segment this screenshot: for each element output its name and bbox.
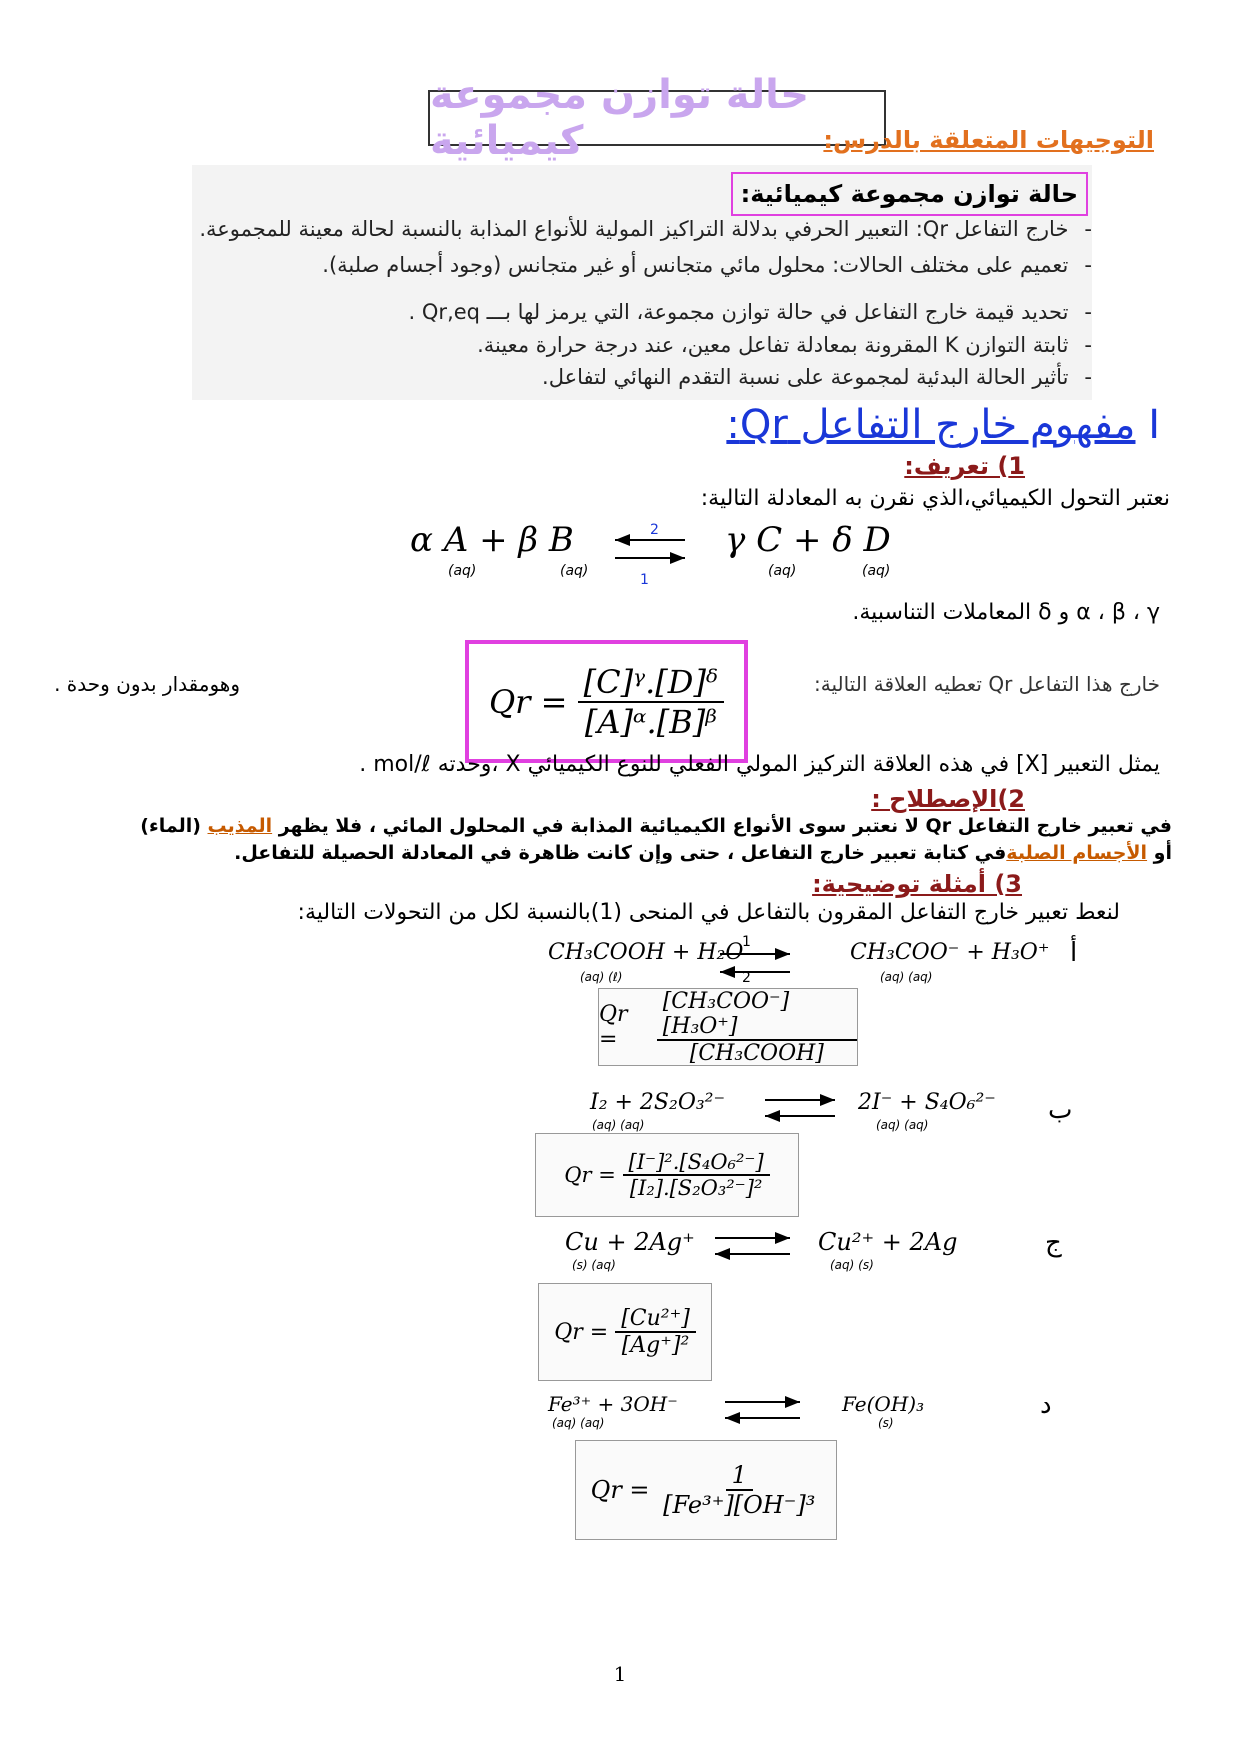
state-label: (aq): [768, 563, 797, 579]
convention-line1: في تعبير خارج التفاعل Qr لا نعتبر سوى الأنواع الكيميائية المذابة في المحلول المائي ، فلا يظهر المذيب (الماء): [140, 815, 1172, 837]
example-states-left: (s) (aq): [572, 1258, 616, 1272]
state-label: (aq): [560, 563, 589, 579]
example-qr-formula: Qr = $\frac{\text{[CH₃COO⁻][H₃O⁺]}}{\text{[CH₃COOH]}}$: [598, 988, 858, 1066]
concentration-note: يمثل التعبير [X] في هذه العلاقة التركيز المولي الفعلي للنوع الكيميائي X ،وحدته mol/ℓ .: [359, 752, 1160, 777]
guidance-label: التوجيهات المتعلقة بالدرس:: [823, 126, 1154, 154]
guidance-item: -تحديد قيمة خارج التفاعل في حالة توازن مجموعة، التي يرمز لها بـــ Qr,eq .: [408, 300, 1092, 324]
example-equation-left: I₂ + 2S₂O₃²⁻: [590, 1090, 726, 1115]
example-label: ج: [1045, 1228, 1062, 1258]
example-states-left: (aq) (aq): [552, 1416, 605, 1430]
guidance-item: -خارج التفاعل Qr: التعبير الحرفي بدلالة التراكيز المولية للأنواع المذابة بالنسبة لحالة معينة للمجموعة.: [199, 217, 1092, 241]
state-label: (aq): [448, 563, 477, 579]
example-equation-left: CH₃COOH + H₂O: [548, 940, 744, 965]
example-qr-formula: Qr = $\frac{\text{[Cu²⁺]}}{\text{[Ag⁺]²}}$: [538, 1283, 712, 1381]
example-label: د: [1040, 1390, 1052, 1420]
definition-intro: نعتبر التحول الكيميائي،الذي نقرن به المعادلة التالية:: [700, 486, 1170, 511]
example-qr-formula: Qr = $\frac{1}{\text{[Fe³⁺][OH⁻]³}}$: [575, 1440, 837, 1540]
equilibrium-arrows: [720, 1392, 805, 1428]
example-states-right: (s): [878, 1416, 894, 1430]
equilibrium-arrows: [710, 1228, 795, 1264]
example-qr-formula: Qr = $\frac{\text{[I⁻]².[S₄O₆²⁻]}}{\text{[I₂].[S₂O₃²⁻]²}}$: [535, 1133, 799, 1217]
example-equation-right: 2I⁻ + S₄O₆²⁻: [858, 1090, 996, 1115]
example-states-right: (aq) (aq): [876, 1118, 929, 1132]
guidance-item: -تأثير الحالة البدئية لمجموعة على نسبة التقدم النهائي لتفاعل.: [542, 365, 1092, 389]
arrow-label-bottom: 2: [742, 970, 751, 986]
qr-after-text: وهومقدار بدون وحدة .: [54, 672, 240, 696]
examples-heading: 3) أمثلة توضيحية:: [812, 870, 1022, 898]
example-label: أ: [1070, 938, 1078, 968]
example-states-left: (aq) (ℓ): [580, 970, 623, 984]
state-label: (aq): [862, 563, 891, 579]
example-equation-left: Cu + 2Ag⁺: [565, 1228, 695, 1256]
arrow-label-top: 1: [742, 934, 751, 950]
arrow-label-top: 2: [650, 522, 659, 538]
page-number: 1: [613, 1662, 627, 1686]
definition-heading: 1) تعريف:: [904, 452, 1025, 480]
qr-main-formula: Qr = $\frac{\text{[C]ᵞ.[D]ᵟ}}{\text{[A]ᵅ.[B]ᵝ}}$: [465, 640, 748, 763]
equilibrium-arrows: [760, 1090, 840, 1126]
convention-heading: 2)الإصطلاح :: [871, 785, 1025, 813]
page-title: حالة توازن مجموعة كيميائية: [428, 90, 886, 146]
example-equation-right: CH₃COO⁻ + H₃O⁺: [850, 940, 1050, 965]
guidance-item: -تعميم على مختلف الحالات: محلول مائي متجانس أو غير متجانس (وجود أجسام صلبة).: [322, 253, 1092, 277]
convention-line2: أو الأجسام الصلبةفي كتابة تعبير خارج التفاعل ، حتى وإن كانت ظاهرة في المعادلة الحصيلة للتفاعل.: [234, 842, 1172, 864]
example-equation-left: Fe³⁺ + 3OH⁻: [548, 1392, 678, 1416]
example-label: ب: [1048, 1095, 1073, 1125]
main-equation: α A + β B: [410, 520, 574, 560]
equilibrium-arrows: [715, 942, 795, 982]
guidance-item: -ثابتة التوازن K المقرونة بمعادلة تفاعل معين، عند درجة حرارة معينة.: [477, 333, 1092, 357]
main-equation-right: γ C + δ D: [725, 520, 891, 560]
example-equation-right: Cu²⁺ + 2Ag: [818, 1228, 958, 1256]
arrow-label-bottom: 1: [640, 572, 649, 588]
examples-intro: لنعط تعبير خارج التفاعل المقرون بالتفاعل في المنحى (1)بالنسبة لكل من التحولات التالية:: [297, 900, 1120, 925]
guidance-box-title: حالة توازن مجموعة كيميائية:: [731, 172, 1088, 216]
section-title: I مفهوم خارج التفاعل Qr:: [726, 402, 1160, 448]
example-equation-right: Fe(OH)₃: [842, 1392, 925, 1416]
example-states-left: (aq) (aq): [592, 1118, 645, 1132]
coefficients-text: α ، β ، γ و δ المعاملات التناسبية.: [852, 600, 1160, 625]
example-states-right: (aq) (s): [830, 1258, 874, 1272]
example-states-right: (aq) (aq): [880, 970, 933, 984]
qr-text: خارج هذا التفاعل Qr تعطيه العلاقة التالية:: [814, 672, 1160, 696]
